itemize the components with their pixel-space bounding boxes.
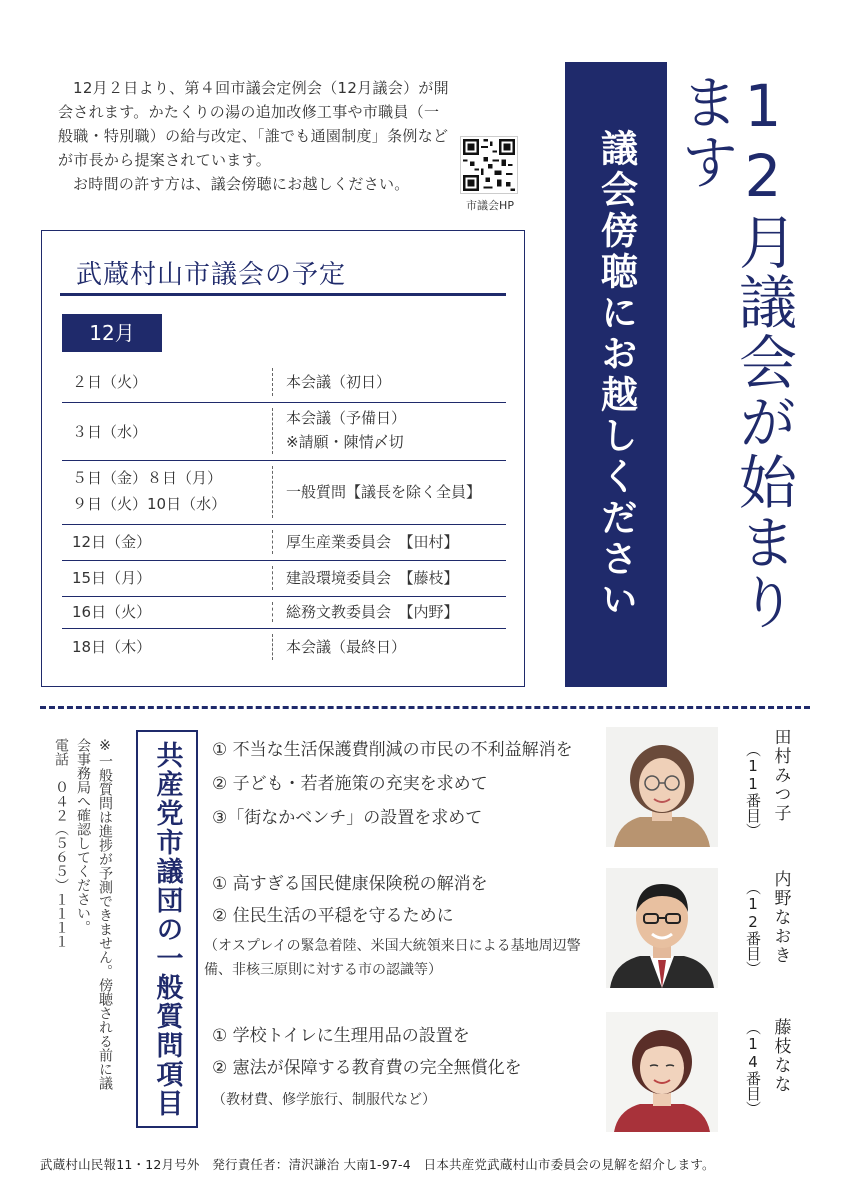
member-photo-fujieda xyxy=(606,1012,718,1132)
member-name: 田村みつ子 xyxy=(770,728,791,823)
question-item: ① 不当な生活保護費削減の市民の不利益解消を xyxy=(212,740,573,760)
schedule-event: 建設環境委員会 【藤枝】 xyxy=(286,569,459,587)
qr-code-icon[interactable] xyxy=(460,136,518,194)
row-separator xyxy=(272,530,273,554)
schedule-row xyxy=(62,596,506,629)
schedule-date: ５日（金）８日（月） xyxy=(72,469,223,487)
visit-banner-text-wrap xyxy=(565,62,667,687)
schedule-row xyxy=(62,402,506,461)
note-phone: 電話 ０４２（５６５）１１１１ xyxy=(53,738,69,948)
intro-paragraph: 12月２日より、第４回市議会定例会（12月議会）が開会されます。かたくりの湯の追加改修工事や市職員（一般職・特別職）の給与改定、「誰でも通園制度」条例などが市長から提案されています。 xyxy=(58,79,449,169)
member-name: 藤枝なな xyxy=(770,1018,791,1094)
section-divider xyxy=(40,706,810,709)
schedule-row xyxy=(62,524,506,561)
schedule-date: 18日（木） xyxy=(72,638,152,656)
party-title: 共産党市議団の一般質問項目 xyxy=(151,740,183,1118)
schedule-row xyxy=(62,362,506,403)
question-detail: （教材費、修学旅行、制服代など） xyxy=(212,1092,436,1108)
headline: 12月議会が始まります xyxy=(671,72,797,632)
member-photo-uchino xyxy=(606,868,718,988)
schedule-event: 厚生産業委員会 【田村】 xyxy=(286,533,459,551)
schedule-title-underline xyxy=(60,293,506,296)
note-line: ※一般質問は進捗が予測できません。傍聴される前に議 xyxy=(97,738,113,1090)
member-order: （14番目） xyxy=(744,1020,762,1116)
schedule-event: 総務文教委員会 【内野】 xyxy=(286,603,459,621)
schedule-date: ９日（火）10日（水） xyxy=(72,495,227,513)
schedule-title: 武蔵村山市議会の予定 xyxy=(76,260,347,290)
member-order: （12番目） xyxy=(744,880,762,976)
schedule-event: 一般質問【議長を除く全員】 xyxy=(286,483,482,501)
intro-invitation: お時間の許す方は、議会傍聴にお越しください。 xyxy=(73,175,410,193)
member-order: （11番目） xyxy=(744,742,762,838)
schedule-date: ２日（火） xyxy=(72,373,148,391)
row-separator xyxy=(272,408,273,454)
schedule-event-note: ※請願・陳情〆切 xyxy=(286,433,404,451)
row-separator xyxy=(272,634,273,660)
party-title-wrap xyxy=(136,730,198,1128)
visit-banner-text: 議会傍聴にお越しください xyxy=(594,128,638,621)
schedule-event: 本会議（予備日） xyxy=(286,409,407,427)
schedule-date: 12日（金） xyxy=(72,533,152,551)
schedule-note xyxy=(50,738,116,1138)
note-line: 会事務局へ確認してください。 xyxy=(75,738,91,934)
headline-wrap xyxy=(671,72,797,682)
schedule-event: 本会議（初日） xyxy=(286,373,392,391)
question-item: ② 住民生活の平穏を守るために xyxy=(212,906,454,926)
footer-publisher: 武蔵村山民報11・12月号外 発行責任者：清沢謙治 大南1-97-4 日本共産党武蔵村山市委員会の見解を紹介します。 xyxy=(40,1157,715,1172)
schedule-row xyxy=(62,460,506,525)
question-detail: （オスプレイの緊急着陸、米国大統領来日による基地周辺警備、非核三原則に対する市の認識等） xyxy=(204,938,581,978)
question-item: ① 高すぎる国民健康保険税の解消を xyxy=(212,874,488,894)
question-item: ③「街なかベンチ」の設置を求めて xyxy=(212,808,483,828)
member-photo-tamura xyxy=(606,727,718,847)
schedule-row xyxy=(62,628,506,666)
intro-text xyxy=(58,76,454,196)
schedule-date: ３日（水） xyxy=(72,423,148,441)
question-item: ① 学校トイレに生理用品の設置を xyxy=(212,1026,470,1046)
row-separator xyxy=(272,566,273,590)
qr-label: 市議会HP xyxy=(466,199,514,212)
question-item: ② 子ども・若者施策の充実を求めて xyxy=(212,774,488,794)
row-separator xyxy=(272,368,273,396)
row-separator xyxy=(272,602,273,622)
row-separator xyxy=(272,466,273,518)
schedule-row xyxy=(62,560,506,597)
question-item: ② 憲法が保障する教育費の完全無償化を xyxy=(212,1058,522,1078)
month-tag: 12月 xyxy=(62,314,162,352)
member-name: 内野なおき xyxy=(770,870,791,965)
schedule-date: 16日（火） xyxy=(72,603,152,621)
schedule-date: 15日（月） xyxy=(72,569,152,587)
schedule-event: 本会議（最終日） xyxy=(286,638,407,656)
